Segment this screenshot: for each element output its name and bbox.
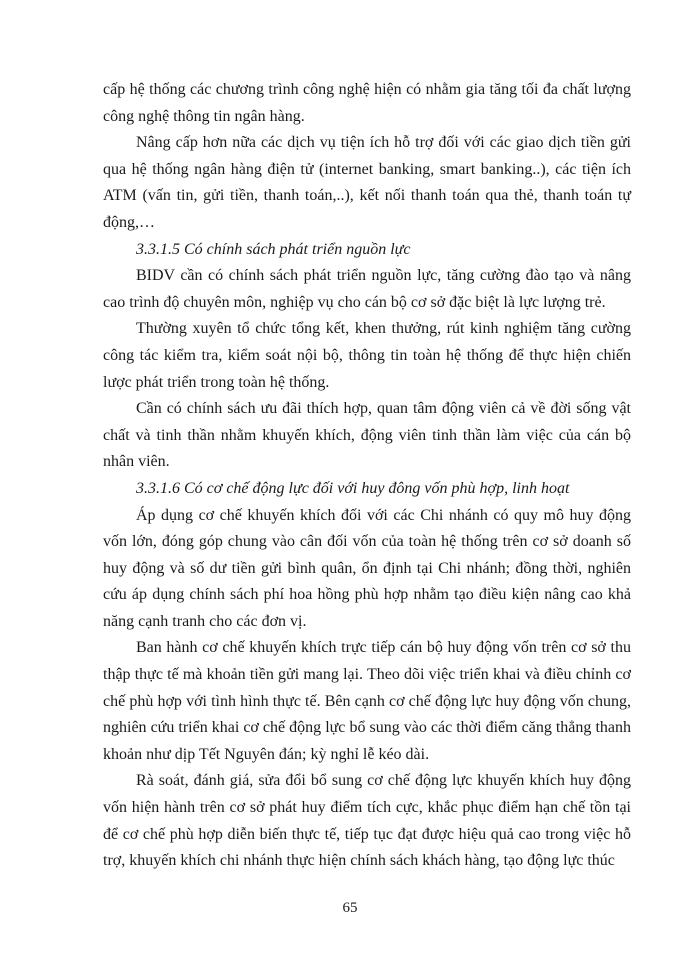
paragraph-6: Áp dụng cơ chế khuyến khích đối với các Chi nhánh có quy mô huy động vốn lớn, đóng góp chung vào cân đối vốn của toàn hệ thống trên cơ sở doanh số huy động và số dư tiền gửi bình quân, ổn định tại Chi nhánh; đồng thời, nghiên cứu áp dụng chính sách phí hoa hồng phù hợp nhằm tạo điều kiện nâng cao khả năng cạnh tranh cho các đơn vị. [103, 506, 631, 630]
paragraph-7: Ban hành cơ chế khuyến khích trực tiếp cán bộ huy động vốn trên cơ sở thu thập thực tế mà khoản tiền gửi mang lại. Theo dõi việc triển khai và điều chỉnh cơ chế phù hợp với tình hình thực tế. Bên cạnh cơ chế động lực huy động vốn chung, nghiên cứu triển khai cơ chế động lực bổ sung vào các thời điểm căng thẳng thanh khoản như dịp Tết Nguyên đán; kỳ nghỉ lễ kéo dài. [103, 639, 631, 763]
paragraph-4: Thường xuyên tổ chức tổng kết, khen thưởng, rút kinh nghiệm tăng cường công tác kiểm tra, kiểm soát nội bộ, thông tin toàn hệ thống để thực hiện chiến lược phát triển trong toàn hệ thống. [103, 320, 631, 391]
section-heading-3-3-1-5: 3.3.1.5 Có chính sách phát triển nguồn lực [136, 240, 411, 258]
paragraph-2: Nâng cấp hơn nữa các dịch vụ tiện ích hỗ trợ đối với các giao dịch tiền gửi qua hệ thống ngân hàng điện tử (internet banking, smart banking..), các tiện ích ATM (vấn tin, gửi tiền, thanh toán,..), kết nối thanh toán qua thẻ, thanh toán tự động,… [103, 134, 631, 231]
page-body [103, 77, 631, 875]
paragraph-5: Cần có chính sách ưu đãi thích hợp, quan tâm động viên cả về đời sống vật chất và tinh thần nhằm khuyến khích, động viên tinh thần làm việc của cán bộ nhân viên. [103, 400, 631, 471]
page-number: 65 [342, 900, 358, 916]
paragraph-3: BIDV cần có chính sách phát triển nguồn lực, tăng cường đào tạo và nâng cao trình độ chuyên môn, nghiệp vụ cho cán bộ cơ sở đặc biệt là lực lượng trẻ. [103, 267, 631, 311]
paragraph-8: Rà soát, đánh giá, sửa đổi bổ sung cơ chế động lực khuyến khích huy động vốn hiện hành trên cơ sở phát huy điểm tích cực, khắc phục điểm hạn chế tồn tại để cơ chế phù hợp diễn biến thực tế, tiếp tục đạt được hiệu quả cao trong việc hỗ trợ, khuyến khích chi nhánh thực hiện chính sách khách hàng, tạo động lực thúc [103, 772, 631, 870]
section-heading-3-3-1-6: 3.3.1.6 Có cơ chế động lực đối với huy đông vốn phù hợp, linh hoạt [136, 479, 570, 497]
paragraph-1: cấp hệ thống các chương trình công nghệ hiện có nhằm gia tăng tối đa chất lượng công nghệ thông tin ngân hàng. [103, 81, 631, 125]
